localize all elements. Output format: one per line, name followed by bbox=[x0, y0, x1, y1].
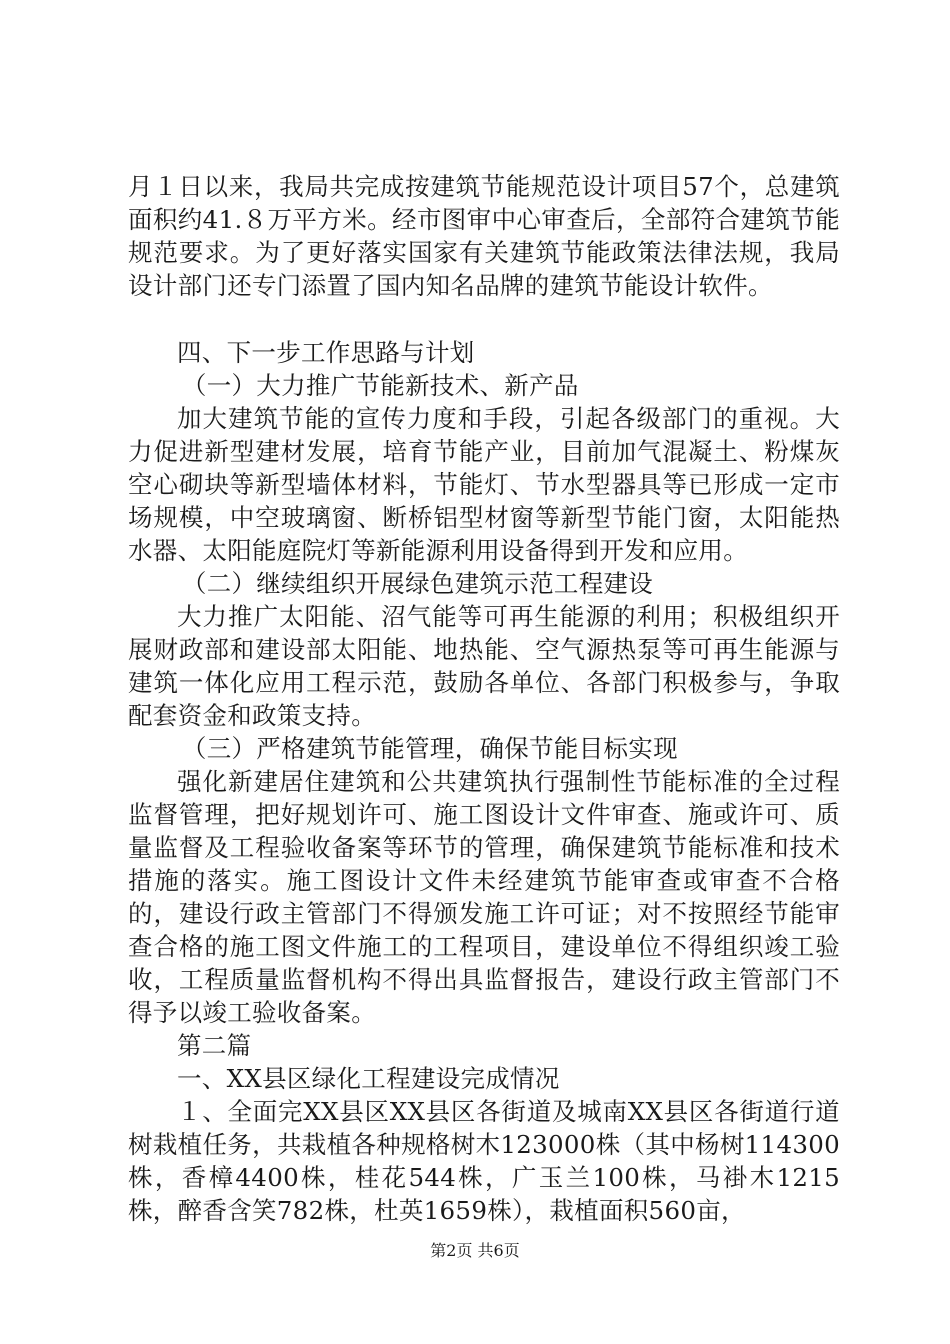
subheading-promote-tech: （一）大力推广节能新技术、新产品 bbox=[181, 371, 579, 400]
paragraph-promote-tech: 加大建筑节能的宣传力度和手段，引起各级部门的重视。大力促进新型建材发展，培育节能产业，目前加气混凝土、粉煤灰空心砌块等新型墙体材料，节能灯、节水型器具等已形成一定市场规模，中空玻璃窗、断桥铝型材窗等新型节能门窗，太阳能热水器、太阳能庭院灯等新能源利用设备得到开发和应用。 bbox=[128, 404, 840, 565]
subheading-energy-management: （三）严格建筑节能管理，确保节能目标实现 bbox=[181, 734, 678, 763]
page-footer: 第2页 共6页 bbox=[430, 1241, 520, 1260]
paragraph-energy-management: 强化新建居住建筑和公共建筑执行强制性节能标准的全过程监督管理，把好规划许可、施工图设计文件审查、施或许可、质量监督及工程验收备案等环节的管理，确保建筑节能标准和技术措施的落实。施工图设计文件未经建筑节能审查或审查不合格的，建设行政主管部门不得颁发施工许可证；对不按照经节能审查合格的施工图文件施工的工程项目，建设单位不得组织竣工验收，工程质量监督机构不得出具监督报告，建设行政主管部门不得予以竣工验收备案。 bbox=[128, 767, 840, 1027]
document-body bbox=[128, 170, 840, 1227]
section-heading-next-steps: 四、下一步工作思路与计划 bbox=[177, 338, 475, 367]
paragraph-continuation: 月１日以来，我局共完成按建筑节能规范设计项目57个，总建筑面积约41.８万平方米。经市图审中心审查后，全部符合建筑节能规范要求。为了更好落实国家有关建筑节能政策法律法规，我局设计部门还专门添置了国内知名品牌的建筑节能设计软件。 bbox=[128, 172, 840, 300]
section-heading-greening: 一、XX县区绿化工程建设完成情况 bbox=[177, 1064, 560, 1093]
paragraph-gap bbox=[128, 302, 840, 336]
paragraph-green-building: 大力推广太阳能、沼气能等可再生能源的利用；积极组织开展财政部和建设部太阳能、地热能、空气源热泵等可再生能源与建筑一体化应用工程示范，鼓励各单位、各部门积极参与，争取配套资金和政策支持。 bbox=[128, 602, 840, 730]
paragraph-greening-item-1: １、全面完XX县区XX县区各街道及城南XX县区各街道行道树栽植任务，共栽植各种规格树木123000株（其中杨树114300株，香樟4400株，桂花544株，广玉兰100株，马褂木1215株，醉香含笑782株，杜英1659株），栽植面积560亩， bbox=[128, 1097, 840, 1225]
subheading-green-building: （二）继续组织开展绿色建筑示范工程建设 bbox=[181, 569, 654, 598]
section-heading-part-two: 第二篇 bbox=[177, 1031, 252, 1060]
